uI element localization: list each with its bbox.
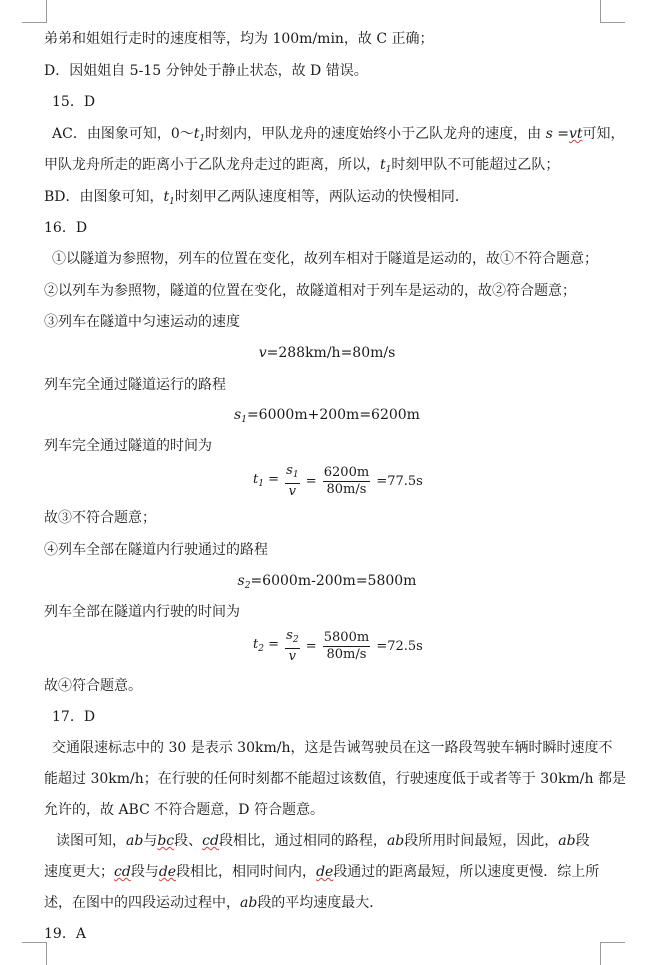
question-number: 16．D — [44, 220, 88, 236]
text-line: ②以列车为参照物，隧道的位置在变化，故隧道相对于列车是运动的，故②符合题意； — [44, 283, 576, 299]
text-line: 列车全部在隧道内行驶的时间为 — [44, 604, 240, 620]
text-line: 弟弟和姐姐行走时的速度相等，均为 100m/min，故 C 正确； — [44, 31, 434, 47]
formula-time-2: $t_2$ = $\frac{s_2}{v}$ = $\frac{5800m}{80m/s}$ =72.5s — [253, 628, 423, 664]
text-line: 故③不符合题意； — [44, 510, 156, 526]
page-corner-mark — [22, 0, 47, 23]
formula-time-1: $t_1$ = $\frac{s_1}{v}$ = $\frac{6200m}{80m/s}$ =77.5s — [253, 463, 423, 499]
text-line: AC．由图象可知，$0\sim t_1$时刻内，甲队龙舟的速度始终小于乙队龙舟的速度，由 s =vt可知， — [52, 126, 625, 144]
text-line: ④列车全部在隧道内行驶通过的路程 — [44, 542, 268, 558]
page-corner-mark — [600, 0, 625, 23]
text-line: 甲队龙舟所走的距离小于乙队龙舟走过的距离，所以，$t_1$时刻甲队不可能超过乙队； — [44, 157, 560, 175]
text-line: ③列车在隧道中匀速运动的速度 — [44, 314, 240, 330]
text-line: 能超过 30km/h；在行驶的任何时刻都不能超过该数值，行驶速度低于或者等于 30km/h 都是 — [44, 771, 626, 787]
text-line: 交通限速标志中的 30 是表示 30km/h，这是告诫驾驶员在这一路段驾驶车辆时瞬时速度不 — [52, 740, 613, 756]
formula-speed: v=288km/h=80m/s — [258, 345, 396, 361]
text-line: ①以隧道为参照物，列车的位置在变化，故列车相对于隧道是运动的，故①不符合题意； — [52, 251, 598, 267]
text-line: 列车完全通过隧道的时间为 — [44, 438, 212, 454]
formula-distance-2: $s_2=6000m-200m=5800m$ — [237, 573, 417, 591]
page-corner-mark — [600, 942, 625, 965]
text-line: 读图可知，ab与bc段、cd段相比，通过相同的路程，ab段所用时间最短，因此，ab段 — [56, 833, 590, 849]
text-line: 速度更大；cd段与de段相比，相同时间内，de段通过的距离最短，所以速度更慢．综上所 — [44, 864, 600, 880]
text-line: 列车完全通过隧道运行的路程 — [44, 377, 226, 393]
text-line: 述，在图中的四段运动过程中，ab段的平均速度最大． — [44, 895, 384, 911]
page-corner-mark — [22, 942, 47, 965]
question-number: 15．D — [52, 94, 96, 110]
text-line: 故④符合题意。 — [44, 678, 142, 694]
text-line: D．因姐姐自 5-15 分钟处于静止状态，故 D 错误。 — [44, 63, 368, 79]
text-line: BD．由图象可知，$t_1$时刻甲乙两队速度相等，两队运动的快慢相同． — [44, 189, 469, 207]
question-number: 19．A — [44, 926, 86, 942]
formula-distance-1: $s_1=6000m+200m=6200m$ — [234, 407, 420, 425]
question-number: 17．D — [52, 709, 96, 725]
text-line: 允许的，故 ABC 不符合题意，D 符合题意。 — [44, 802, 324, 818]
